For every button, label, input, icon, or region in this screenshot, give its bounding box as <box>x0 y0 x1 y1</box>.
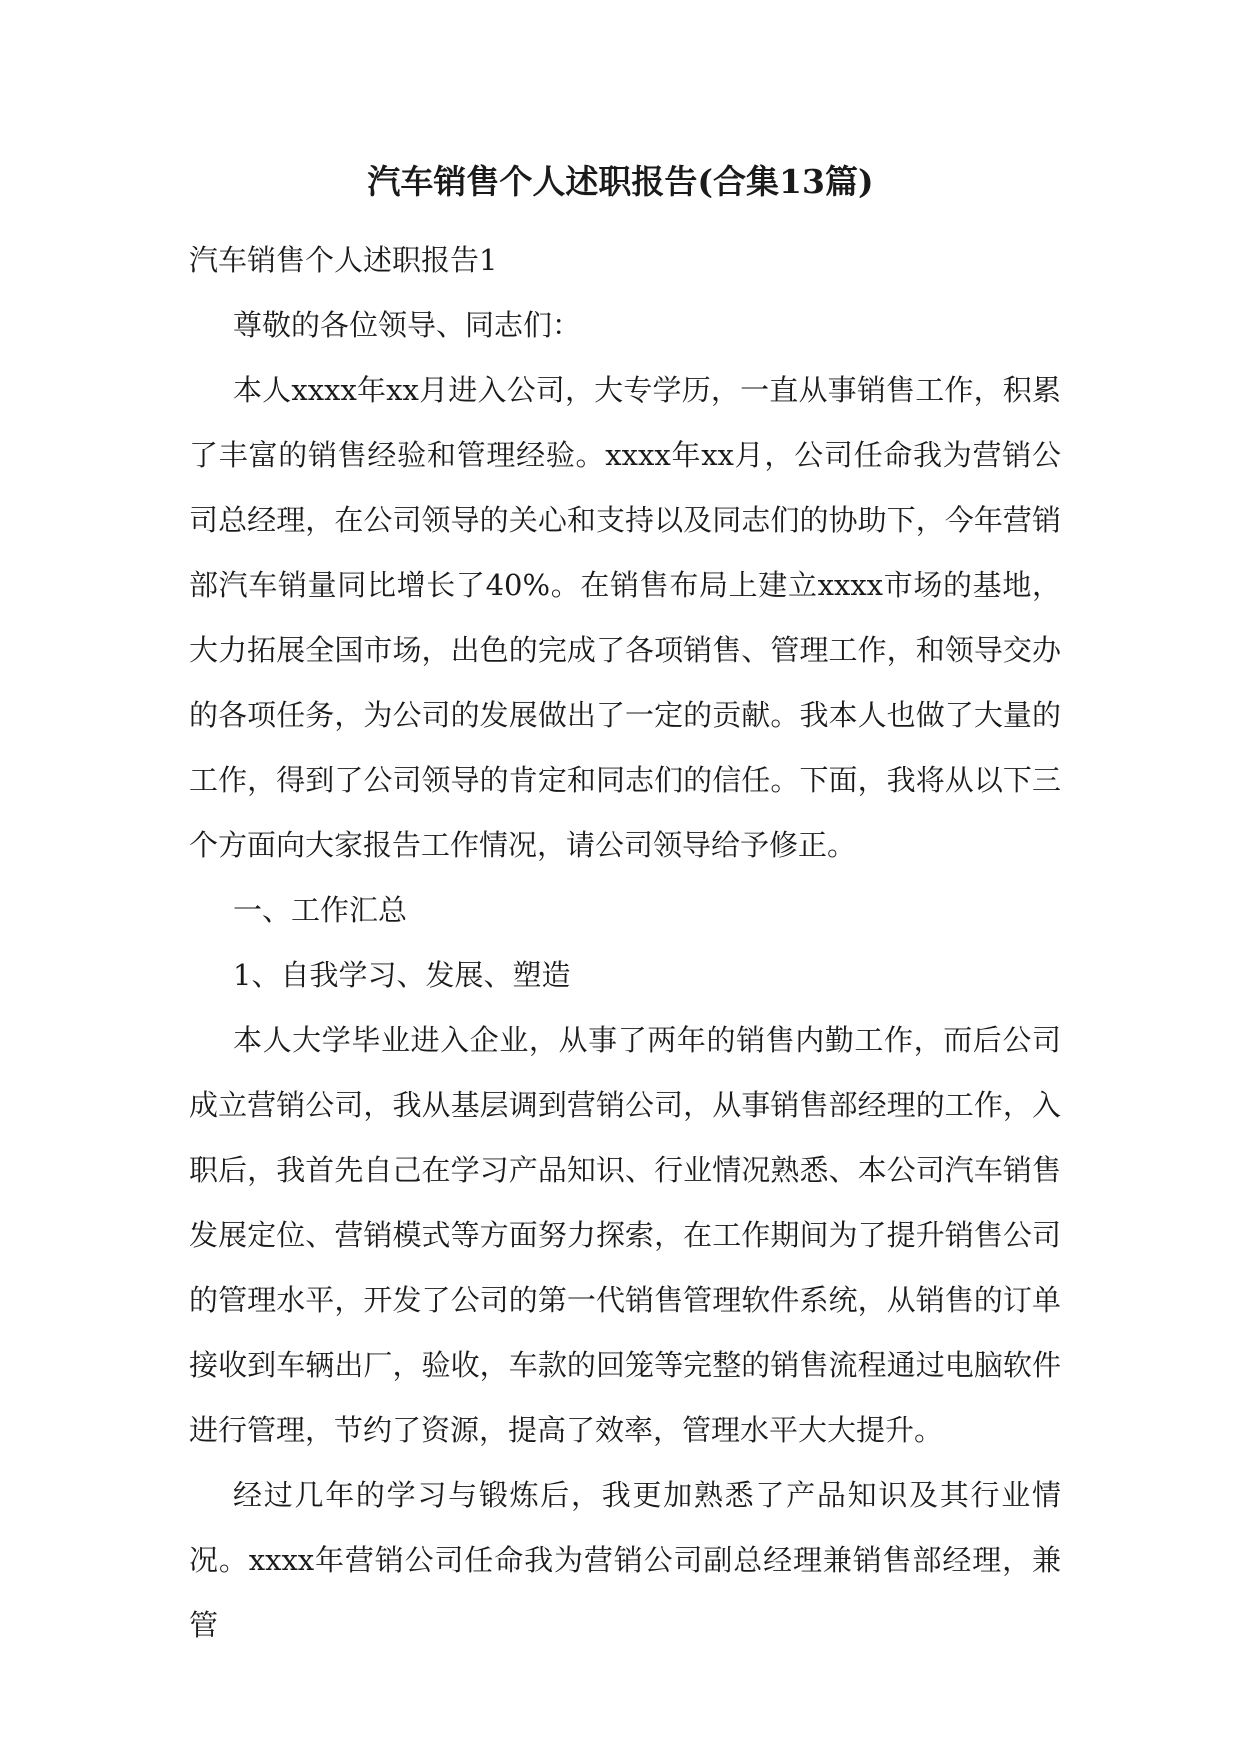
body-paragraph: 经过几年的学习与锻炼后，我更加熟悉了产品知识及其行业情况。xxxx年营销公司任命我为营销公司副总经理兼销售部经理，兼管 <box>189 1478 1061 1642</box>
section-heading: 汽车销售个人述职报告1 <box>189 243 498 277</box>
document-body <box>189 228 1061 1658</box>
document-title: 汽车销售个人述职报告(合集13篇) <box>367 162 874 201</box>
subheading: 1、自我学习、发展、塑造 <box>233 958 571 992</box>
body-paragraph: 本人xxxx年xx月进入公司，大专学历，一直从事销售工作，积累了丰富的销售经验和管理经验。xxxx年xx月，公司任命我为营销公司总经理，在公司领导的关心和支持以及同志们的协助下，今年营销部汽车销量同比增长了40%。在销售布局上建立xxxx市场的基地，大力拓展全国市场，出色的完成了各项销售、管理工作，和领导交办的各项任务，为公司的发展做出了一定的贡献。我本人也做了大量的工作，得到了公司领导的肯定和同志们的信任。下面，我将从以下三个方面向大家报告工作情况，请公司领导给予修正。 <box>189 373 1061 862</box>
salutation: 尊敬的各位领导、同志们： <box>233 308 582 342</box>
body-paragraph: 本人大学毕业进入企业，从事了两年的销售内勤工作，而后公司成立营销公司，我从基层调到营销公司，从事销售部经理的工作，入职后，我首先自己在学习产品知识、行业情况熟悉、本公司汽车销售发展定位、营销模式等方面努力探索，在工作期间为了提升销售公司的管理水平，开发了公司的第一代销售管理软件系统，从销售的订单接收到车辆出厂，验收，车款的回笼等完整的销售流程通过电脑软件进行管理，节约了资源，提高了效率，管理水平大大提升。 <box>189 1023 1061 1447</box>
subheading: 一、工作汇总 <box>233 893 408 927</box>
